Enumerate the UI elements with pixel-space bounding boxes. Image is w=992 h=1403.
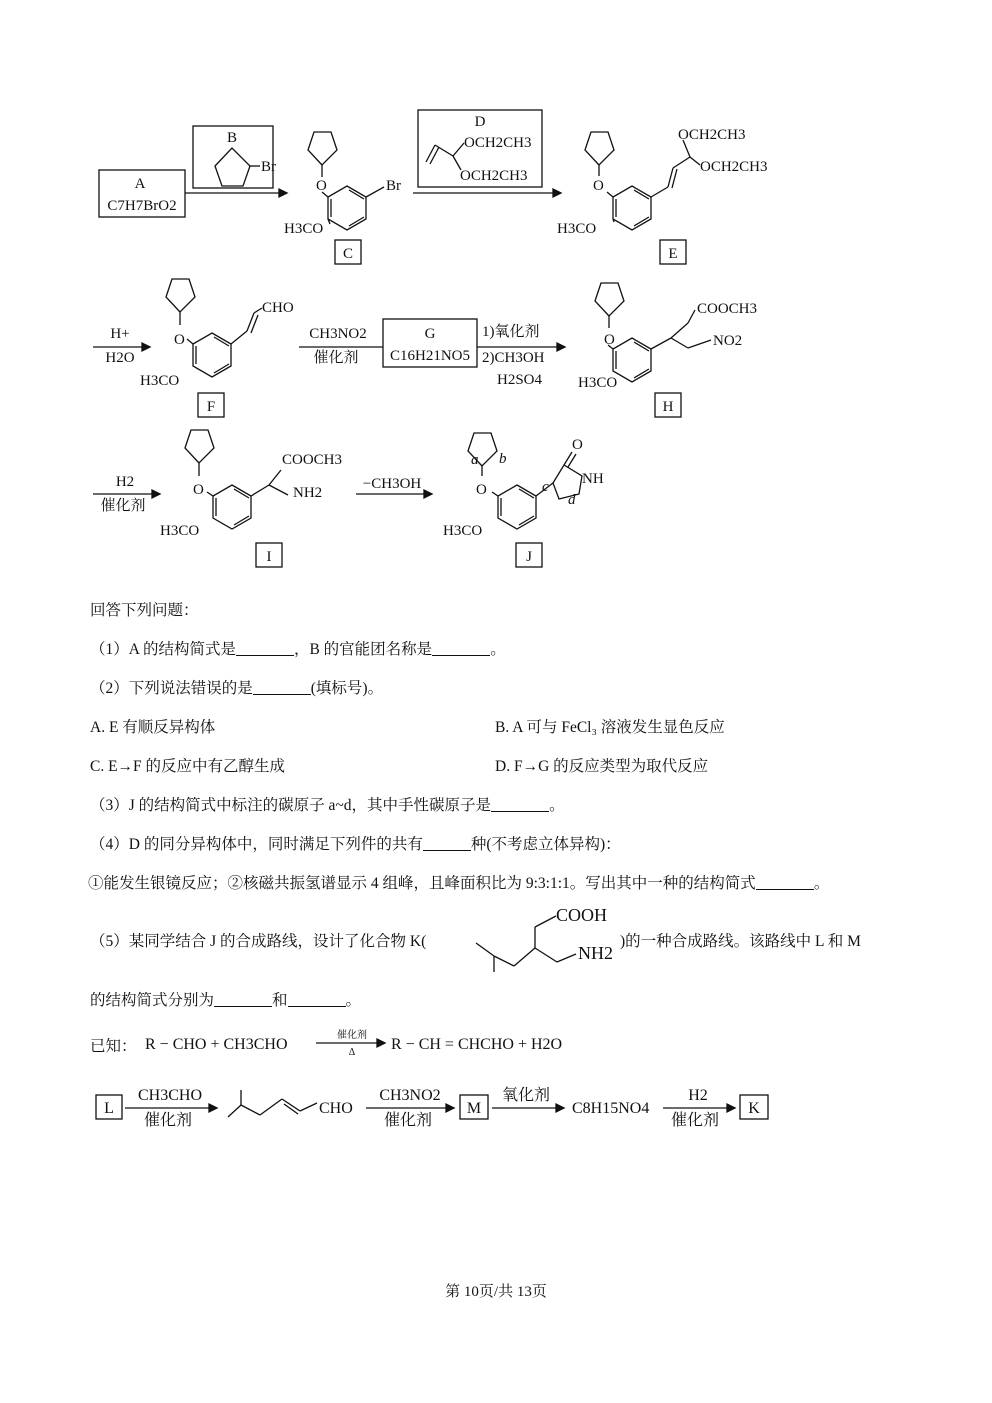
q5-blank-M[interactable] xyxy=(288,992,346,1007)
q4-blank-count[interactable] xyxy=(423,836,471,851)
q2-text-a: （2）下列说法错误的是 xyxy=(90,680,253,697)
step-minus-meoh: −CH3OH xyxy=(362,476,422,492)
d-oet-2: OCH2CH3 xyxy=(460,168,528,184)
route-ch3no2: CH3NO2 xyxy=(379,1087,441,1104)
h-h3co: H3CO xyxy=(578,375,618,391)
known-cat: 催化剂 xyxy=(337,1030,367,1041)
question-2 xyxy=(90,676,383,698)
step-h2so4: H2SO4 xyxy=(497,372,543,388)
route-M: M xyxy=(466,1100,482,1117)
q1-text-a: （1）A 的结构简式是 xyxy=(90,641,236,658)
label-D: D xyxy=(474,114,486,130)
step-h2o: H2O xyxy=(105,350,135,366)
q2-blank[interactable] xyxy=(253,680,311,695)
i-o: O xyxy=(193,482,204,498)
q3-blank[interactable] xyxy=(491,797,549,812)
formula-G: C16H21NO5 xyxy=(389,348,471,364)
option-D: D. F→G 的反应类型为取代反应 xyxy=(495,758,709,775)
step-h2: H2 xyxy=(115,474,135,490)
known-right: R − CH = CHCHO + H2O xyxy=(391,1036,563,1053)
q4-blank-structure[interactable] xyxy=(756,875,814,890)
label-G: G xyxy=(424,326,436,342)
q4-text-b: 种(不考虑立体异构)： xyxy=(470,836,621,853)
option-B: B. A 可与 FeCl₃ 溶液发生显色反应 xyxy=(495,719,725,736)
route-ch3cho: CH3CHO xyxy=(137,1087,203,1104)
q5-blank-L[interactable] xyxy=(214,992,272,1007)
step-catalyst-2: 催化剂 xyxy=(100,498,146,514)
known-delta: Δ xyxy=(348,1047,356,1058)
c-br: Br xyxy=(386,178,401,194)
question-4 xyxy=(90,832,621,854)
route-cho: CHO xyxy=(319,1100,353,1117)
q1-blank-a[interactable] xyxy=(236,641,294,656)
question-4-conditions xyxy=(88,871,829,893)
option-C: C. E→F 的反应中有乙醇生成 xyxy=(90,758,286,775)
e-oet-2: OCH2CH3 xyxy=(700,159,768,175)
question-1 xyxy=(90,637,506,659)
q5-text-e: 。 xyxy=(345,992,362,1009)
step-oxidant: 1)氧化剂 xyxy=(482,324,540,340)
i-h3co: H3CO xyxy=(160,523,200,539)
q3-text-b: 。 xyxy=(549,797,565,814)
i-cooch3: COOCH3 xyxy=(282,452,343,468)
label-I: I xyxy=(266,549,272,565)
formula-A: C7H7BrO2 xyxy=(107,198,177,214)
label-C: C xyxy=(342,246,354,262)
q5-text-d: 和 xyxy=(272,992,288,1009)
option-A: A. E 有顺反异构体 xyxy=(90,719,216,736)
j-h3co: H3CO xyxy=(443,523,483,539)
page-footer: 第 10页/共 13页 xyxy=(445,1284,547,1300)
intro: 回答下列问题： xyxy=(90,602,199,619)
f-h3co: H3CO xyxy=(140,373,180,389)
question-3 xyxy=(90,793,565,815)
label-F: F xyxy=(206,399,216,415)
c-h3co: H3CO xyxy=(284,221,324,237)
k-cooh: COOH xyxy=(556,905,608,925)
c-o: O xyxy=(316,178,327,194)
q1-text-c: 。 xyxy=(490,641,506,658)
d-oet-1: OCH2CH3 xyxy=(464,135,532,151)
label-J: J xyxy=(526,549,532,565)
q4-text-d: 。 xyxy=(813,875,830,892)
q5-text-c: 的结构简式分别为 xyxy=(90,992,215,1009)
atom-d: d xyxy=(568,492,576,508)
question-5-b: )的一种合成路线。该路线中 L 和 M xyxy=(620,933,861,950)
atom-c: c xyxy=(542,479,549,495)
route-h2: H2 xyxy=(688,1087,708,1104)
h-no2: NO2 xyxy=(713,333,743,349)
route-ox: 氧化剂 xyxy=(501,1087,551,1104)
q2-text-b: (填标号)。 xyxy=(310,680,384,697)
route-cat-3: 催化剂 xyxy=(670,1112,720,1129)
atom-a: a xyxy=(471,452,479,468)
q4-text-c: ①能发生银镜反应；②核磁共振氢谱显示 4 组峰，且峰面积比为 9:3:1:1。写出其中一种的结构简式 xyxy=(88,875,756,892)
h-cooch3: COOCH3 xyxy=(697,301,758,317)
step-catalyst-1: 催化剂 xyxy=(313,350,359,366)
label-H: H xyxy=(662,399,674,415)
j-o: O xyxy=(476,482,487,498)
question-5 xyxy=(90,988,361,1010)
j-nh: NH xyxy=(582,471,604,487)
step-ch3no2: CH3NO2 xyxy=(309,326,367,342)
e-o: O xyxy=(593,178,604,194)
f-cho: CHO xyxy=(262,300,294,316)
h-o: O xyxy=(604,332,615,348)
step-hplus: H+ xyxy=(110,326,130,342)
route-cat-1: 催化剂 xyxy=(143,1112,193,1129)
e-h3co: H3CO xyxy=(557,221,597,237)
question-5-a: （5）某同学结合 J 的合成路线，设计了化合物 K( xyxy=(90,933,427,950)
q3-text-a: （3）J 的结构简式中标注的碳原子 a~d，其中手性碳原子是 xyxy=(90,797,492,814)
known-left: R − CHO + CH3CHO xyxy=(145,1036,288,1053)
e-oet-1: OCH2CH3 xyxy=(678,127,746,143)
q1-text-b: ，B 的官能团名称是 xyxy=(293,641,433,658)
label-B: B xyxy=(226,130,238,146)
known-prefix: 已知： xyxy=(90,1038,137,1055)
q4-text-a: （4）D 的同分异构体中，同时满足下列件的共有 xyxy=(90,836,423,853)
q1-blank-b[interactable] xyxy=(432,641,490,656)
route-L: L xyxy=(104,1100,114,1117)
atom-b: b xyxy=(499,451,507,467)
route-K: K xyxy=(748,1100,760,1117)
label-E: E xyxy=(668,246,678,262)
k-nh2: NH2 xyxy=(578,943,613,963)
route-formula: C8H15NO4 xyxy=(572,1100,650,1117)
j-o-carbonyl: O xyxy=(572,437,583,453)
label-A: A xyxy=(134,176,146,192)
b-br: Br xyxy=(261,159,276,175)
route-cat-2: 催化剂 xyxy=(383,1112,433,1129)
i-nh2: NH2 xyxy=(293,485,323,501)
step-ch3oh: 2)CH3OH xyxy=(482,350,545,366)
f-o: O xyxy=(174,332,185,348)
